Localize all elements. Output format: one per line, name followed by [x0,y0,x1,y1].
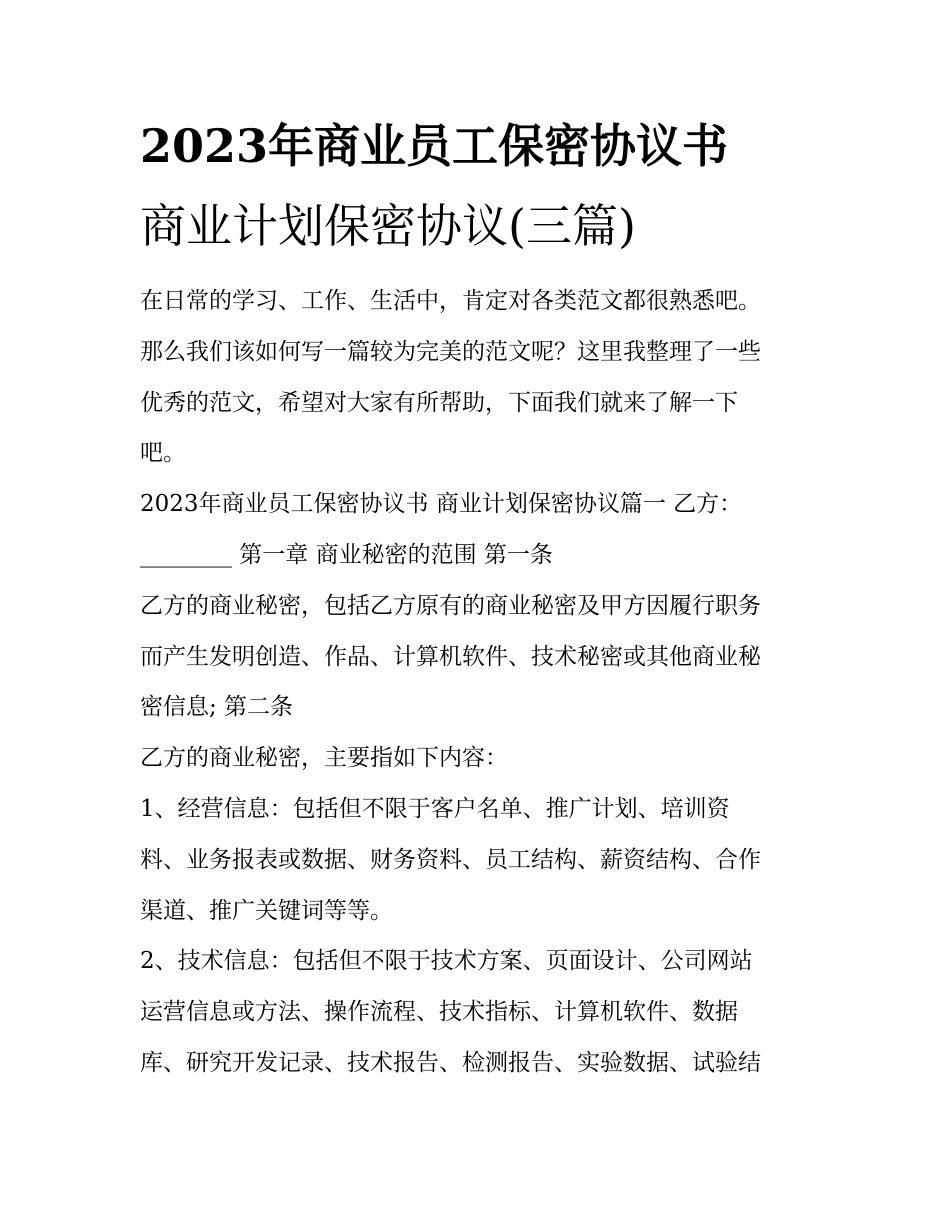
body-line: 优秀的范文，希望对大家有所帮助，下面我们就来了解一下 [140,389,738,416]
body-line: 在日常的学习、工作、生活中，肯定对各类范文都很熟悉吧。 [140,288,761,314]
body-line: 2、技术信息：包括但不限于技术方案、页面设计、公司网站 [140,948,753,975]
body-line: 料、业务报表或数据、财务资料、员工结构、薪资结构、合作 [140,846,761,873]
body-line: 乙方的商业秘密，主要指如下内容： [140,745,508,772]
document-body [140,276,830,1089]
body-line: 乙方的商业秘密，包括乙方原有的商业秘密及甲方因履行职务 [140,592,761,619]
body-line: 库、研究开发记录、技术报告、检测报告、实验数据、试验结 [140,1049,761,1076]
document-title-line-2: 商业计划保密协议(三篇) [140,199,636,253]
body-line: 密信息; 第二条 [140,694,294,721]
document-title-line-1: 2023年商业员工保密协议书 [140,119,729,173]
body-line: 1、经营信息：包括但不限于客户名单、推广计划、培训资 [140,795,730,822]
body-line: 2023年商业员工保密协议书 商业计划保密协议篇一 乙方： [140,491,743,518]
body-line: 运营信息或方法、操作流程、技术指标、计算机软件、数据 [140,999,738,1026]
body-line: 渠道、推广关键词等等。 [140,897,393,924]
body-line: ________ 第一章 商业秘密的范围 第一条 [140,541,553,568]
body-line: 而产生发明创造、作品、计算机软件、技术秘密或其他商业秘 [140,643,761,670]
body-line: 吧。 [140,440,186,467]
body-line: 那么我们该如何写一篇较为完美的范文呢？这里我整理了一些 [140,338,761,365]
